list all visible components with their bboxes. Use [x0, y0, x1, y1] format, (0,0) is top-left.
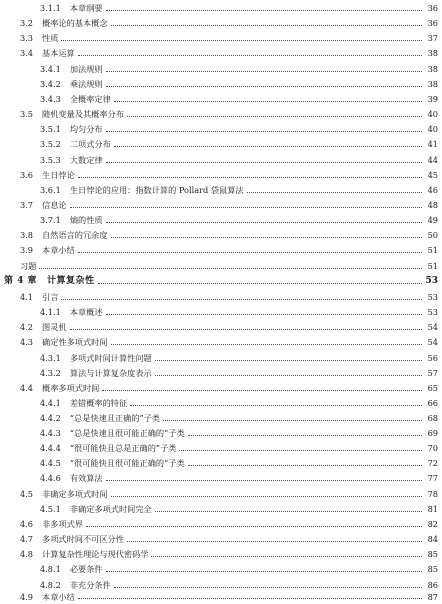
toc-entry[interactable] — [20, 46, 438, 60]
dot-leader — [78, 177, 422, 178]
toc-entry-page-number: 66 — [427, 398, 438, 408]
dot-leader — [86, 526, 422, 527]
toc-entry-page-number: 87 — [427, 591, 438, 602]
toc-entry-page-number: 38 — [427, 48, 438, 58]
toc-entry-title: 全概率定律 — [69, 94, 111, 104]
toc-entry-page-number: 40 — [427, 124, 438, 134]
toc-entry-page-number: 54 — [427, 337, 438, 347]
dot-leader — [111, 344, 422, 345]
toc-entry-page-number: 53 — [427, 307, 438, 317]
toc-entry-number: 第 4 章 — [4, 276, 38, 286]
toc-entry[interactable] — [20, 532, 438, 546]
toc-entry-number: 3.5.3 — [40, 155, 61, 165]
dot-leader — [106, 71, 422, 72]
toc-entry[interactable] — [40, 441, 438, 455]
toc-entry-title: 乘法规则 — [69, 79, 103, 89]
toc-entry-title: 非多项式界 — [42, 519, 83, 529]
toc-entry-title: 计算复杂性理论与现代密码学 — [42, 549, 149, 559]
toc-entry-page-number: 36 — [427, 18, 438, 28]
toc-entry-number: 4.4.3 — [40, 428, 61, 438]
toc-entry-number: 4.9 — [20, 591, 34, 602]
dot-leader — [179, 450, 422, 451]
toc-entry[interactable] — [40, 471, 438, 485]
toc-entry-title: 概率多项式时间 — [42, 383, 100, 393]
toc-entry[interactable] — [20, 320, 438, 334]
toc-entry-number: 4.8 — [20, 549, 34, 559]
toc-entry-page-number: 57 — [427, 368, 438, 378]
toc-entry-page-number: 39 — [427, 94, 438, 104]
toc-entry[interactable] — [40, 62, 438, 76]
dot-leader — [39, 268, 422, 269]
toc-entry-number: 3.6 — [20, 170, 34, 180]
toc-entry-title: 多项式时间不可区分性 — [42, 534, 124, 544]
dot-leader — [106, 162, 422, 163]
toc-entry[interactable] — [40, 122, 438, 136]
toc-entry-title: 本章概述 — [69, 307, 103, 317]
toc-entry-title: 自然语言的冗余度 — [42, 230, 108, 240]
toc-entry-title: 差错概率的特征 — [69, 398, 128, 408]
toc-entry[interactable] — [40, 456, 438, 470]
dot-leader — [106, 131, 422, 132]
toc-entry-number: 4.3.1 — [40, 353, 61, 363]
toc-entry-page-number: 65 — [427, 383, 438, 393]
dot-leader — [106, 314, 422, 315]
dot-leader — [127, 541, 422, 542]
toc-entry-title: 加法规则 — [69, 64, 103, 74]
dot-leader — [247, 192, 422, 193]
toc-entry-page-number: 51 — [427, 261, 438, 271]
toc-entry-number: 4.4.6 — [40, 473, 61, 483]
toc-entry[interactable] — [40, 92, 438, 106]
toc-chapter-entry[interactable] — [4, 274, 438, 288]
toc-entry-page-number: 49 — [427, 215, 438, 225]
toc-entry-page-number: 78 — [427, 489, 438, 499]
toc-entry-page-number: 85 — [427, 564, 438, 574]
toc-entry-number: 3.3 — [20, 33, 34, 43]
toc-entry-page-number: 81 — [427, 504, 438, 514]
toc-entry-number: 3.5.1 — [40, 124, 61, 134]
toc-entry-page-number: 54 — [427, 322, 438, 332]
toc-entry[interactable] — [40, 562, 438, 576]
toc-entry-number: 4.4.1 — [40, 398, 61, 408]
toc-entry-number: 4.4.5 — [40, 458, 61, 468]
toc-entry-number: 4.3.2 — [40, 368, 61, 378]
toc-entry-page-number: 70 — [427, 443, 438, 453]
toc-entry-number: 4.5.1 — [40, 504, 61, 514]
toc-entry-page-number: 69 — [427, 428, 438, 438]
dot-leader — [127, 116, 422, 117]
toc-entry-page-number: 72 — [427, 458, 438, 468]
dot-leader — [163, 420, 422, 421]
toc-entry-number: 3.1.1 — [40, 3, 61, 13]
toc-entry-title: 性质 — [42, 33, 59, 43]
toc-entry[interactable] — [20, 243, 438, 257]
toc-entry-number: 3.7.1 — [40, 215, 61, 225]
toc-entry[interactable] — [20, 228, 438, 242]
toc-entry[interactable] — [40, 411, 438, 425]
toc-entry[interactable] — [40, 426, 438, 440]
dot-leader — [151, 556, 422, 557]
toc-entry[interactable] — [40, 77, 438, 91]
toc-entry-number: 4.8.2 — [40, 580, 61, 590]
toc-entry-title: 多项式时间计算性问题 — [69, 353, 152, 363]
toc-entry-title: 熵的性质 — [69, 215, 103, 225]
dot-leader — [78, 598, 422, 599]
toc-entry[interactable] — [40, 213, 438, 227]
toc-entry-number: 4.4 — [20, 383, 34, 393]
toc-entry-title: 算法与计算复杂度表示 — [69, 368, 152, 378]
dot-leader — [114, 587, 422, 588]
dot-leader — [70, 207, 422, 208]
toc-entry-number: 3.4.1 — [40, 64, 61, 74]
toc-entry-number: 3.2 — [20, 18, 34, 28]
toc-entry-title: “很可能快且总是正确的”子类 — [69, 443, 177, 453]
toc-entry-number: 4.2 — [20, 322, 34, 332]
toc-entry-page-number: 38 — [427, 79, 438, 89]
toc-entry-page-number: 68 — [427, 413, 438, 423]
toc-entry-number: 3.8 — [20, 230, 34, 240]
dot-leader — [106, 571, 422, 572]
toc-entry[interactable] — [20, 107, 438, 121]
dot-leader — [61, 299, 422, 300]
toc-entry-page-number: 38 — [427, 64, 438, 74]
toc-entry-number: 3.9 — [20, 245, 34, 255]
toc-entry-number: 4.1.1 — [40, 307, 61, 317]
toc-entry-page-number: 48 — [427, 200, 438, 210]
toc-entry-page-number: 37 — [427, 33, 438, 43]
toc-entry-number: 3.4.2 — [40, 79, 61, 89]
toc-entry[interactable] — [20, 590, 438, 604]
toc-entry[interactable] — [20, 517, 438, 531]
toc-entry[interactable] — [20, 290, 438, 304]
toc-entry-title: 确定性多项式时间 — [42, 337, 108, 347]
toc-entry-title: 习题 — [20, 261, 37, 271]
toc-entry[interactable] — [20, 31, 438, 45]
dot-leader — [106, 480, 422, 481]
toc-entry-page-number: 50 — [427, 230, 438, 240]
toc-entry-page-number: 46 — [427, 185, 438, 195]
toc-entry-title: 本章小结 — [42, 591, 75, 602]
toc-entry-page-number: 53 — [427, 292, 438, 302]
toc-entry-title: 引言 — [42, 292, 59, 302]
toc-entry-number: 4.8.1 — [40, 564, 61, 574]
dot-leader — [114, 146, 422, 147]
toc-entry[interactable] — [20, 198, 438, 212]
toc-entry[interactable] — [40, 183, 438, 197]
dot-leader — [155, 375, 422, 376]
dot-leader — [111, 237, 422, 238]
toc-entry[interactable] — [40, 137, 438, 151]
toc-entry[interactable] — [20, 168, 438, 182]
toc-entry-page-number: 84 — [427, 534, 438, 544]
toc-entry-number: 4.1 — [20, 292, 34, 302]
dot-leader — [106, 222, 422, 223]
toc-entry-title: 基本运算 — [42, 48, 75, 58]
dot-leader — [130, 405, 422, 406]
toc-entry-page-number: 41 — [427, 139, 438, 149]
dot-leader — [106, 10, 422, 11]
toc-entry-title: “总是快速且很可能正确的”子类 — [69, 428, 185, 438]
toc-entry-page-number: 36 — [427, 3, 438, 13]
dot-leader — [188, 465, 422, 466]
toc-entry-number: 4.4.4 — [40, 443, 61, 453]
toc-entry-title: “很可能快且很可能正确的”子类 — [69, 458, 185, 468]
toc-entry-title: 生日悖论 — [42, 170, 75, 180]
toc-entry[interactable] — [40, 396, 438, 410]
dot-leader — [78, 55, 422, 56]
dot-leader — [111, 496, 422, 497]
toc-entry-page-number: 86 — [427, 580, 438, 590]
toc-entry-title: 图灵机 — [42, 322, 67, 332]
toc-entry-number: 4.7 — [20, 534, 34, 544]
toc-entry[interactable] — [40, 502, 438, 516]
toc-entry-title: 有效算法 — [69, 473, 103, 483]
toc-entry-title: 信息论 — [42, 200, 67, 210]
toc-entry-title: “总是快速且正确的”子类 — [69, 413, 161, 423]
toc-entry-number: 3.4 — [20, 48, 34, 58]
dot-leader — [98, 283, 422, 284]
toc-entry-title: 本章小结 — [42, 245, 75, 255]
toc-entry-page-number: 40 — [427, 109, 438, 119]
toc-entry-number: 4.6 — [20, 519, 34, 529]
toc-entry-title: 必要条件 — [69, 564, 103, 574]
dot-leader — [102, 390, 422, 391]
toc-entry-page-number: 51 — [427, 245, 438, 255]
toc-entry-title: 均匀分布 — [69, 124, 103, 134]
toc-entry[interactable] — [20, 381, 438, 395]
toc-entry-page-number: 77 — [427, 473, 438, 483]
toc-entry-page-number: 85 — [427, 549, 438, 559]
toc-entry[interactable] — [20, 259, 438, 273]
toc-entry-title: 随机变量及其概率分布 — [42, 109, 124, 119]
toc-entry-title: 本章纲要 — [69, 3, 103, 13]
toc-entry[interactable] — [20, 547, 438, 561]
toc-entry[interactable] — [20, 335, 438, 349]
toc-entry[interactable] — [20, 16, 438, 30]
dot-leader — [155, 360, 422, 361]
toc-entry-number: 3.4.3 — [40, 94, 61, 104]
toc-entry[interactable] — [40, 351, 438, 365]
toc-entry[interactable] — [40, 305, 438, 319]
toc-entry-number: 3.7 — [20, 200, 34, 210]
toc-entry-title: 非充分条件 — [69, 580, 111, 590]
toc-entry-title: 大数定律 — [69, 155, 103, 165]
toc-entry[interactable] — [40, 153, 438, 167]
toc-entry-title: 生日悖论的应用：指数计算的 Pollard 袋鼠算法 — [69, 185, 244, 195]
toc-entry-number: 3.5.2 — [40, 139, 61, 149]
toc-entry-number: 4.3 — [20, 337, 34, 347]
toc-entry-page-number: 44 — [427, 155, 438, 165]
toc-entry-page-number: 82 — [427, 519, 438, 529]
toc-entry-page-number: 56 — [427, 353, 438, 363]
toc-entry-page-number: 53 — [425, 276, 438, 286]
dot-leader — [61, 40, 422, 41]
toc-entry-page-number: 45 — [427, 170, 438, 180]
toc-entry-number: 3.6.1 — [40, 185, 61, 195]
toc-entry[interactable] — [40, 1, 438, 15]
dot-leader — [111, 25, 422, 26]
toc-entry-title: 概率论的基本概念 — [42, 18, 108, 28]
toc-entry-number: 3.5 — [20, 109, 34, 119]
dot-leader — [106, 86, 422, 87]
dot-leader — [188, 435, 422, 436]
dot-leader — [78, 252, 422, 253]
toc-entry[interactable] — [20, 487, 438, 501]
toc-entry-title: 计算复杂性 — [47, 276, 95, 286]
toc-entry[interactable] — [40, 366, 438, 380]
dot-leader — [70, 329, 422, 330]
toc-entry-title: 二项式分布 — [69, 139, 111, 149]
dot-leader — [155, 511, 422, 512]
toc-entry-number: 4.5 — [20, 489, 34, 499]
toc-entry-title: 非确定多项式时间完全 — [69, 504, 152, 514]
dot-leader — [114, 101, 422, 102]
toc-entry-title: 非确定多项式时间 — [42, 489, 108, 499]
toc-entry-number: 4.4.2 — [40, 413, 61, 423]
